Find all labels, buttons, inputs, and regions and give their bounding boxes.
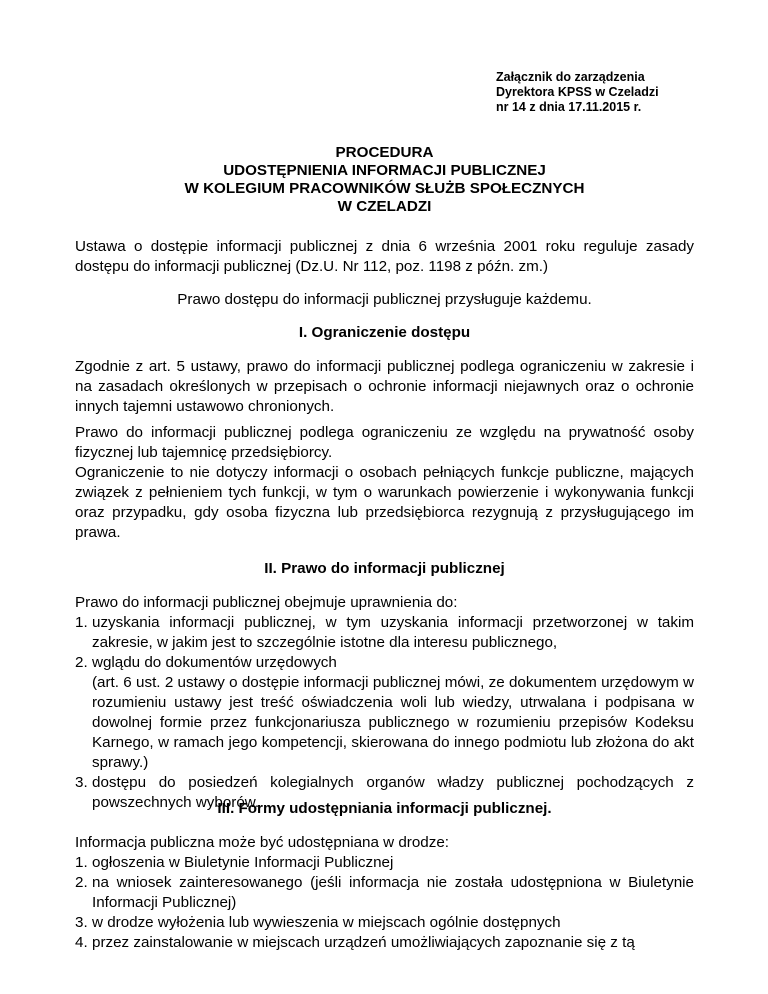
document-title [75,144,694,216]
section-1-paragraph-3: Ograniczenie to nie dotyczy informacji o osobach pełniących funkcje publiczne, mających związek z pełnieniem tych funkcji, w tym o warunkach powierzenie i wykonywania funkcji oraz przypadku, gdy osoba fizyczna lub przedsiębiorca rezygnują z przysługującego im prawa. [75,464,694,541]
annex-note [496,70,659,115]
list-text: w drodze wyłożenia lub wywieszenia w miejscach ogólnie dostępnych [92,914,561,931]
title-line-3: W KOLEGIUM PRACOWNIKÓW SŁUŻB SPOŁECZNYCH [184,180,585,197]
list-item [75,933,694,953]
list-text: wglądu do dokumentów urzędowych [92,654,337,671]
list-text: uzyskania informacji publicznej, w tym uzyskania informacji przetworzonej w takim zakresie, w jakim jest to szczególnie istotne dla interesu publicznego, [92,614,694,651]
list-item [75,653,694,673]
section-3-list [75,853,694,953]
list-number: 2. [75,874,88,891]
list-number: 1. [75,854,88,871]
section-3-lead: Informacja publiczna może być udostępniana w drodze: [75,834,449,851]
section-2-heading: II. Prawo do informacji publicznej [264,560,505,577]
list-item [75,913,694,933]
list-text: ogłoszenia w Biuletynie Informacji Publicznej [92,854,394,871]
section-3-heading: III. Formy udostępniania informacji publicznej. [217,800,552,817]
list-number: 4. [75,934,88,951]
list-text: przez zainstalowanie w miejscach urządzeń umożliwiających zapoznanie się z tą [92,934,635,951]
list-number: 1. [75,614,88,631]
intro-law: Ustawa o dostępie informacji publicznej z dnia 6 września 2001 roku reguluje zasady dostępu do informacji publicznej (Dz.U. Nr 112, poz. 1198 z późn. zm.) [75,238,694,275]
title-line-4: W CZELADZI [337,198,432,215]
annex-line-3: nr 14 z dnia 17.11.2015 r. [496,100,642,114]
list-text: na wniosek zainteresowanego (jeśli informacja nie została udostępniona w Biuletynie Informacji Publicznej) [92,874,694,911]
list-item [75,853,694,873]
section-1-heading: I. Ograniczenie dostępu [298,324,471,341]
section-2-list [75,613,694,813]
annex-line-2: Dyrektora KPSS w Czeladzi [496,85,659,99]
list-item [75,613,694,653]
list-number: 3. [75,914,88,931]
document-note: (art. 6 ust. 2 ustawy o dostępie informacji publicznej mówi, ze dokumentem urzędowym w rozumieniu ustawy jest treść oświadczenia woli lub wiedzy, utrwalana i podpisana w dowolnej formie przez funkcjonariusza publicznego w rozumieniu przepisów Kodeksu Karnego, w ramach jego kompetencji, skierowana do innego podmiotu lub złożona do akt sprawy.) [92,674,694,771]
section-1-paragraph-2: Prawo do informacji publicznej podlega ograniczeniu ze względu na prywatność osoby fizycznej lub tajemnicę przedsiębiorcy. [75,424,694,461]
intro-right: Prawo dostępu do informacji publicznej przysługuje każdemu. [177,291,592,308]
section-1-paragraph-1: Zgodnie z art. 5 ustawy, prawo do informacji publicznej podlega ograniczeniu w zakresie i na zasadach określonych w przepisach o ochronie informacji niejawnych oraz o ochronie innych tajemni ustawowo chronionych. [75,358,694,415]
title-line-2: UDOSTĘPNIENIA INFORMACJI PUBLICZNEJ [223,162,546,179]
list-number: 2. [75,654,88,671]
section-2-lead: Prawo do informacji publicznej obejmuje uprawnienia do: [75,594,458,611]
annex-line-1: Załącznik do zarządzenia [496,70,645,84]
list-text: dostępu do posiedzeń kolegialnych organów władzy publicznej pochodzących z powszechnych wyborów. [92,774,694,811]
list-item [75,873,694,913]
list-number: 3. [75,774,88,791]
title-line-1: PROCEDURA [335,144,434,161]
